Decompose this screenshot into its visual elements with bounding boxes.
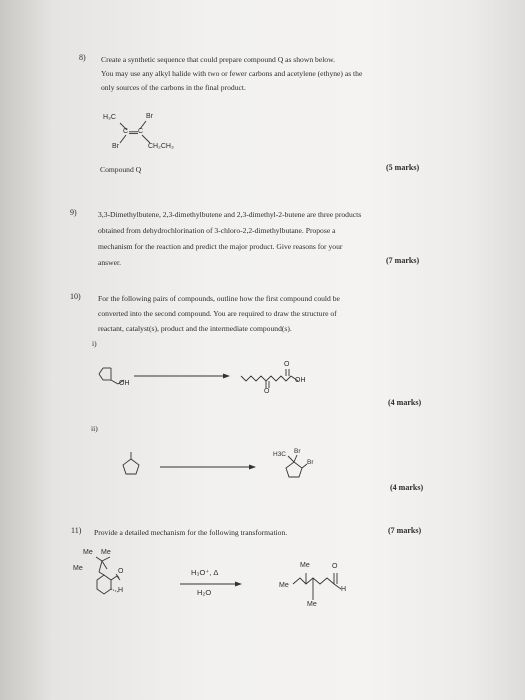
compound-q-c2-label: C xyxy=(138,128,144,135)
question-10-ii-marks: (4 marks) xyxy=(390,483,424,492)
product-11-me-label-top: Me xyxy=(300,562,310,569)
question-8-marks: (5 marks) xyxy=(386,163,420,172)
compound-q-c1-label: C xyxy=(123,128,129,135)
product-11-aldehyde-o-label: O xyxy=(332,563,338,570)
question-11-number: 11) xyxy=(71,526,82,535)
reactant-11-me-label-2: Me xyxy=(101,549,111,556)
product-ii-br-label-2: Br xyxy=(307,459,314,466)
reactant-11-h-label: H xyxy=(118,587,124,594)
question-9-line-1: 3,3-Dimethylbutene, 2,3-dimethylbutene and 2,3-dimethyl-2-butene are three products xyxy=(98,210,362,219)
question-10-i-marks: (4 marks) xyxy=(388,398,422,407)
question-10-line-3: reactant, catalyst(s), product and the intermediate compound(s). xyxy=(98,324,292,333)
compound-q-br-left-label: Br xyxy=(112,143,119,150)
product-i-acid-o-label: O xyxy=(264,388,270,395)
question-11-marks: (7 marks) xyxy=(388,526,422,535)
product-i-oh-label: OH xyxy=(295,377,306,384)
question-10-part-i-label: i) xyxy=(92,339,97,348)
question-10-number: 10) xyxy=(70,292,81,301)
reactant-i-oh-label: OH xyxy=(119,380,130,387)
product-i-ketone-o-label: O xyxy=(284,361,290,368)
compound-q-ch2ch3-label: CH₂CH₃ xyxy=(148,143,174,150)
reactant-11-aldehyde-o-label: O xyxy=(118,568,124,575)
compound-q-br-top-label: Br xyxy=(146,113,153,120)
question-9-number: 9) xyxy=(70,208,77,217)
product-11-h-label: H xyxy=(341,586,347,593)
question-9-line-3: mechanism for the reaction and predict the major product. Give reasons for your xyxy=(98,242,343,251)
question-10-line-1: For the following pairs of compounds, outline how the first compound could be xyxy=(98,294,340,303)
question-10-part-ii-label: ii) xyxy=(91,424,98,433)
reagent-h2o-label: H₂O xyxy=(197,588,212,597)
product-ii-br-label-1: Br xyxy=(294,448,301,455)
question-8-line-2: You may use any alkyl halide with two or fewer carbons and acetylene (ethyne) as the xyxy=(101,69,363,78)
product-ii-h3c-label: H3C xyxy=(273,451,287,458)
compound-q-h3c-label: H₃C xyxy=(103,114,116,121)
question-9-marks: (7 marks) xyxy=(386,256,420,265)
question-11-text: Provide a detailed mechanism for the following transformation. xyxy=(94,528,288,537)
question-9-line-2: obtained from dehydrochlorination of 3-chloro-2,2-dimethylbutane. Propose a xyxy=(98,226,336,235)
compound-q-caption: Compound Q xyxy=(100,165,142,174)
reactant-11-me-label-3: Me xyxy=(73,565,83,572)
reactant-11-me-label-1: Me xyxy=(83,549,93,556)
question-10-line-2: converted into the second compound. You are required to draw the structure of xyxy=(98,309,337,318)
reagent-h3o-heat-label: H₃O⁺, Δ xyxy=(191,568,219,577)
question-8-line-3: only sources of the carbons in the final product. xyxy=(101,83,246,92)
question-8-number: 8) xyxy=(79,53,86,62)
question-8-line-1: Create a synthetic sequence that could prepare compound Q as shown below. xyxy=(101,55,335,64)
question-9-line-4: answer. xyxy=(98,258,121,267)
product-11-me-label-bottom: Me xyxy=(307,601,317,608)
product-11-me-label-left: Me xyxy=(279,582,289,589)
